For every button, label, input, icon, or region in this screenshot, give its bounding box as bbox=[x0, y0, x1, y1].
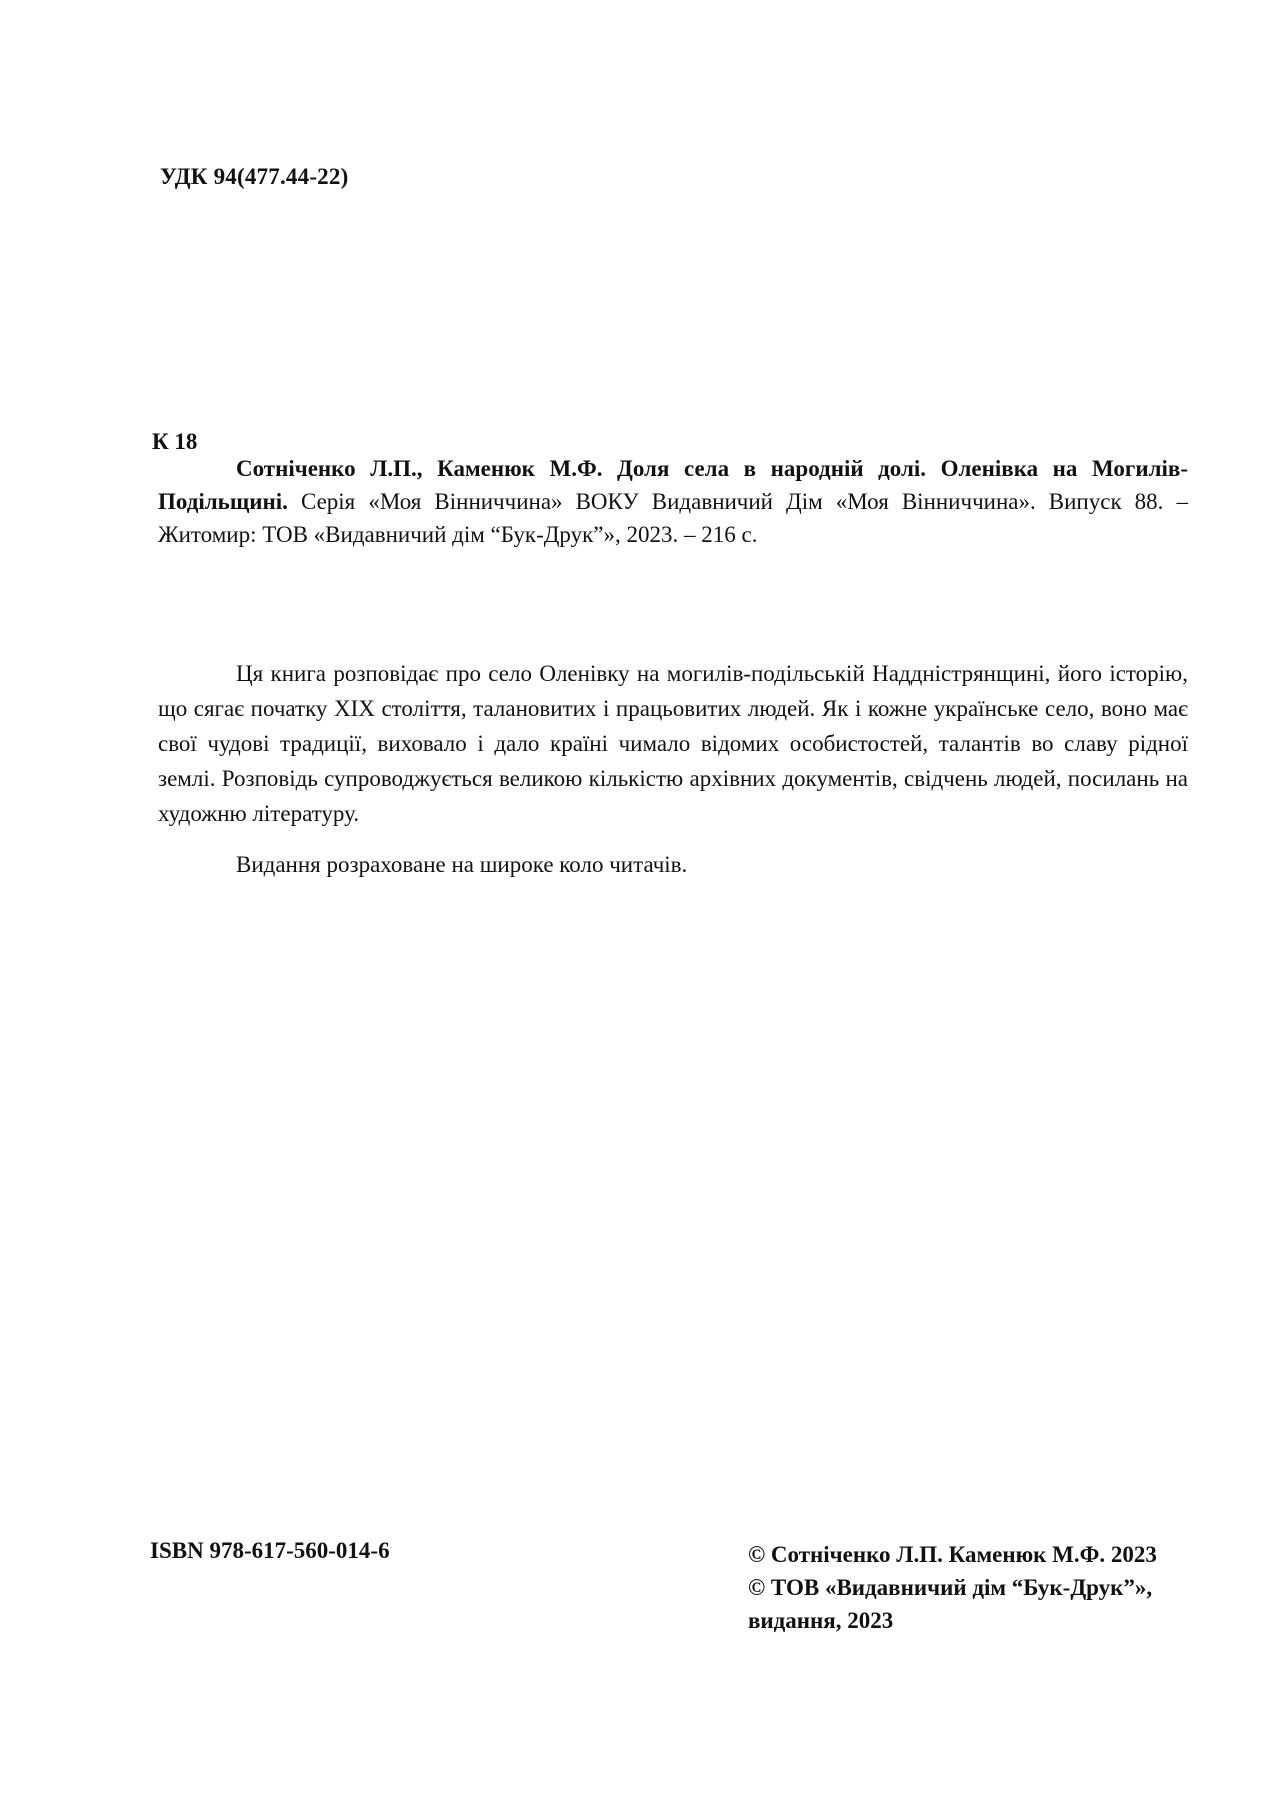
udc-code: УДК 94(477.44-22) bbox=[160, 164, 349, 189]
annotation bbox=[158, 656, 1188, 898]
publication-details: Серія «Моя Вінниччина» ВОКУ Видавничий Дім «Моя Вінниччина». Випуск 88. – Житомир: ТОВ «Видавничий дім “Бук-Друк”», 2023. – 216 с. bbox=[158, 489, 1188, 547]
copyright-publisher: © ТОВ «Видавничий дім “Бук-Друк”», bbox=[748, 1575, 1153, 1600]
audience-note: Видання розраховане на широке коло читачів. bbox=[236, 852, 688, 877]
copyright-edition: видання, 2023 bbox=[748, 1608, 894, 1633]
isbn: ISBN 978-617-560-014-6 bbox=[150, 1538, 390, 1563]
copyright-authors: © Сотніченко Л.П. Каменюк М.Ф. 2023 bbox=[748, 1542, 1157, 1567]
copyright-block bbox=[748, 1538, 1188, 1637]
annotation-paragraph: Ця книга розповідає про село Оленівку на могилів-подільській Наддністрянщині, його історію, що сягає початку XIX століття, талановитих і працьовитих людей. Як і кожне українське село, воно має свої чудові традиції, виховало і дало країні чимало відомих особистостей, талантів во славу рідної землі. Розповідь супроводжується великою кількістю архівних документів, свідчень людей, посилань на художню літературу. bbox=[158, 661, 1188, 826]
authors-title: Сотніченко Л.П., Каменюк М.Ф. Доля села в народній долі. Оленівка на Могилів-Подільщині. bbox=[158, 456, 1188, 514]
bibliographic-description bbox=[158, 452, 1188, 551]
catalog-code: К 18 bbox=[152, 429, 198, 454]
